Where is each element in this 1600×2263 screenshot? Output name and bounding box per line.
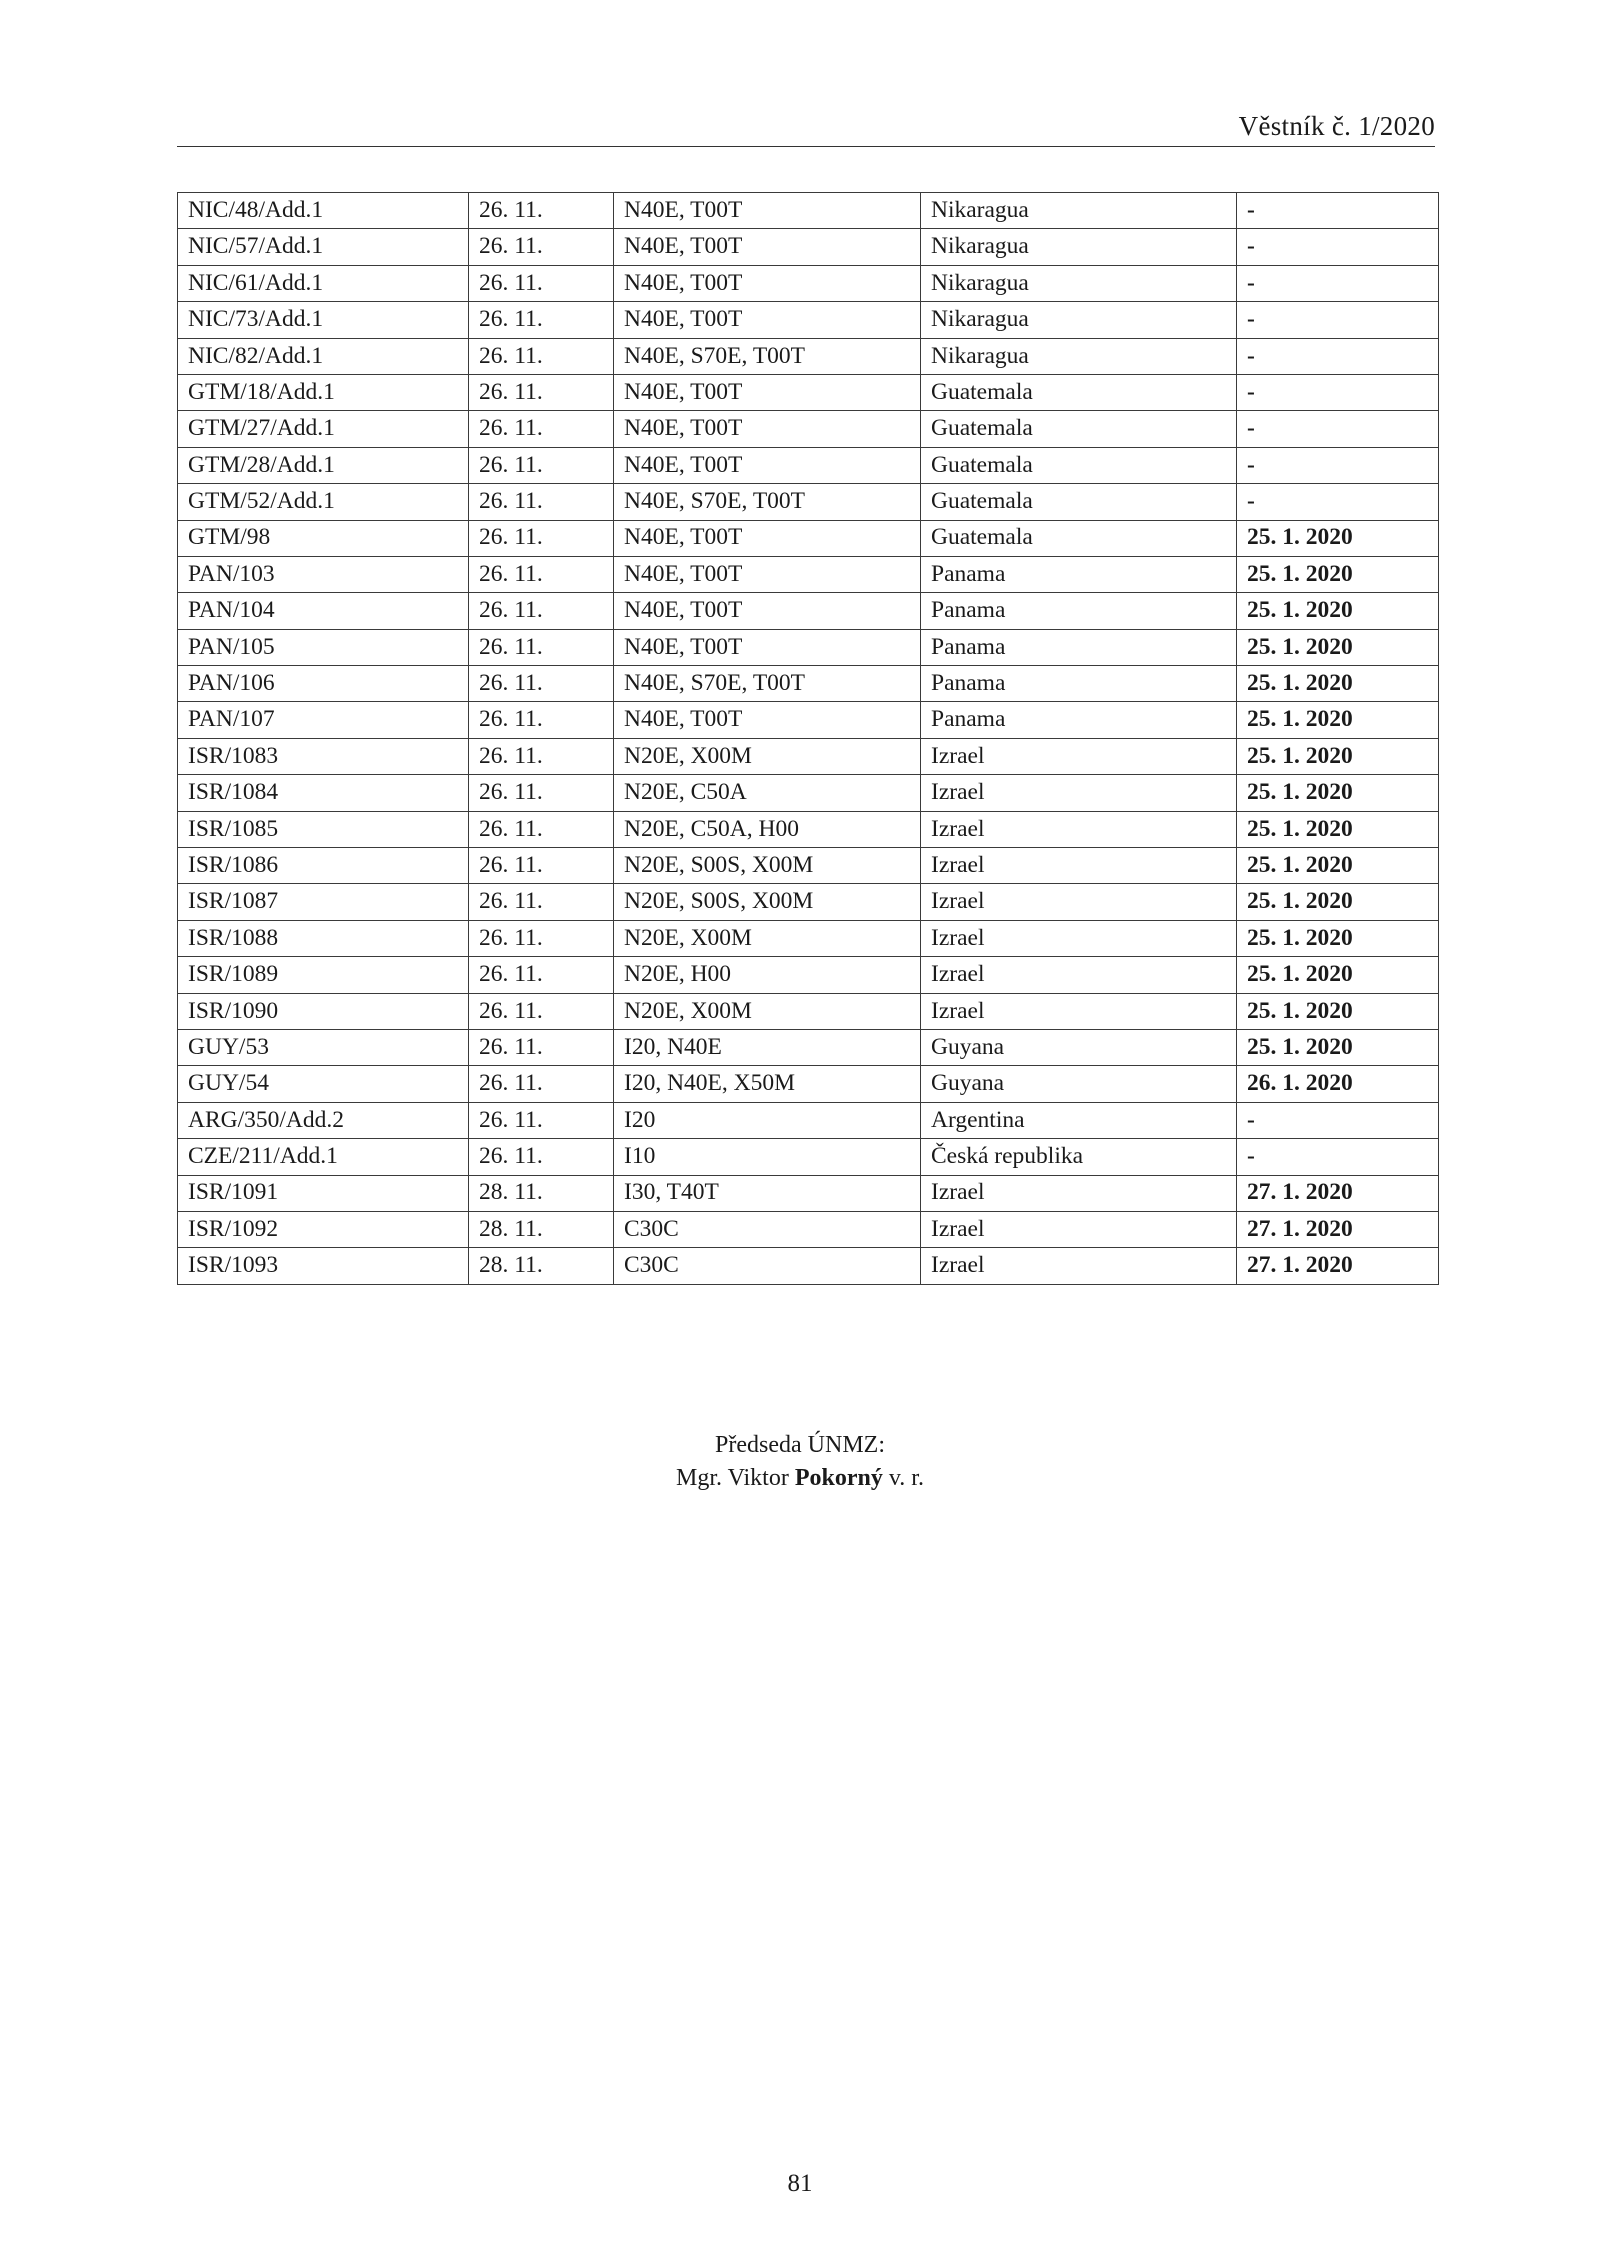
notification-symbol-cell: ISR/1084 — [178, 775, 469, 811]
comment-deadline-cell: 25. 1. 2020 — [1237, 1029, 1439, 1065]
table-row — [178, 1175, 1439, 1211]
product-code-cell: N40E, T00T — [614, 593, 921, 629]
comment-deadline-cell: - — [1237, 265, 1439, 301]
notification-date-cell: 28. 11. — [469, 1175, 614, 1211]
product-code-cell: N40E, T00T — [614, 556, 921, 592]
table-row — [178, 811, 1439, 847]
comment-deadline-cell: 25. 1. 2020 — [1237, 702, 1439, 738]
comment-deadline-cell: - — [1237, 411, 1439, 447]
notification-date-cell: 26. 11. — [469, 811, 614, 847]
table-row — [178, 338, 1439, 374]
notification-symbol-cell: NIC/57/Add.1 — [178, 229, 469, 265]
table-row — [178, 193, 1439, 229]
product-code-cell: N40E, T00T — [614, 265, 921, 301]
comment-deadline-cell: - — [1237, 193, 1439, 229]
product-code-cell: N40E, T00T — [614, 447, 921, 483]
product-code-cell: N40E, T00T — [614, 702, 921, 738]
comment-deadline-cell: - — [1237, 229, 1439, 265]
notification-date-cell: 26. 11. — [469, 993, 614, 1029]
product-code-cell: N40E, S70E, T00T — [614, 666, 921, 702]
notification-symbol-cell: ISR/1085 — [178, 811, 469, 847]
product-code-cell: I20, N40E — [614, 1029, 921, 1065]
country-cell: Česká republika — [921, 1139, 1237, 1175]
notification-date-cell: 26. 11. — [469, 447, 614, 483]
comment-deadline-cell: 25. 1. 2020 — [1237, 775, 1439, 811]
country-cell: Izrael — [921, 1211, 1237, 1247]
notification-date-cell: 26. 11. — [469, 957, 614, 993]
notification-symbol-cell: ISR/1091 — [178, 1175, 469, 1211]
notification-date-cell: 26. 11. — [469, 666, 614, 702]
notification-date-cell: 26. 11. — [469, 338, 614, 374]
country-cell: Izrael — [921, 848, 1237, 884]
product-code-cell: N20E, C50A — [614, 775, 921, 811]
notification-symbol-cell: GTM/52/Add.1 — [178, 484, 469, 520]
product-code-cell: I10 — [614, 1139, 921, 1175]
table-row — [178, 666, 1439, 702]
notification-symbol-cell: CZE/211/Add.1 — [178, 1139, 469, 1175]
comment-deadline-cell: - — [1237, 1139, 1439, 1175]
notification-date-cell: 26. 11. — [469, 1029, 614, 1065]
table-row — [178, 556, 1439, 592]
comment-deadline-cell: 25. 1. 2020 — [1237, 993, 1439, 1029]
notification-symbol-cell: ISR/1089 — [178, 957, 469, 993]
country-cell: Izrael — [921, 775, 1237, 811]
notification-symbol-cell: GUY/53 — [178, 1029, 469, 1065]
notification-date-cell: 26. 11. — [469, 229, 614, 265]
signature-surname: Pokorný — [794, 1465, 883, 1491]
table-row — [178, 1248, 1439, 1284]
table-row — [178, 848, 1439, 884]
product-code-cell: N20E, X00M — [614, 920, 921, 956]
product-code-cell: I20, N40E, X50M — [614, 1066, 921, 1102]
notification-date-cell: 26. 11. — [469, 520, 614, 556]
notification-symbol-cell: ISR/1093 — [178, 1248, 469, 1284]
notifications-table-body — [178, 193, 1439, 1285]
country-cell: Panama — [921, 666, 1237, 702]
page-number: 81 — [787, 2170, 813, 2197]
notification-date-cell: 26. 11. — [469, 702, 614, 738]
table-row — [178, 629, 1439, 665]
product-code-cell: I20 — [614, 1102, 921, 1138]
notification-date-cell: 28. 11. — [469, 1248, 614, 1284]
product-code-cell: C30C — [614, 1211, 921, 1247]
comment-deadline-cell: 25. 1. 2020 — [1237, 738, 1439, 774]
comment-deadline-cell: 27. 1. 2020 — [1237, 1211, 1439, 1247]
country-cell: Guatemala — [921, 484, 1237, 520]
comment-deadline-cell: - — [1237, 484, 1439, 520]
country-cell: Nikaragua — [921, 229, 1237, 265]
notification-date-cell: 26. 11. — [469, 775, 614, 811]
table-row — [178, 1211, 1439, 1247]
journal-title: Věstník č. 1/2020 — [1238, 111, 1435, 141]
notification-symbol-cell: PAN/105 — [178, 629, 469, 665]
comment-deadline-cell: 25. 1. 2020 — [1237, 811, 1439, 847]
table-row — [178, 1029, 1439, 1065]
product-code-cell: N40E, T00T — [614, 374, 921, 410]
notifications-table — [177, 192, 1439, 1285]
notification-symbol-cell: GTM/18/Add.1 — [178, 374, 469, 410]
table-row — [178, 229, 1439, 265]
signature-name-prefix: Mgr. Viktor — [676, 1465, 789, 1491]
comment-deadline-cell: 25. 1. 2020 — [1237, 884, 1439, 920]
country-cell: Argentina — [921, 1102, 1237, 1138]
table-row — [178, 302, 1439, 338]
table-row — [178, 775, 1439, 811]
notification-symbol-cell: NIC/73/Add.1 — [178, 302, 469, 338]
notification-date-cell: 26. 11. — [469, 738, 614, 774]
product-code-cell: N40E, T00T — [614, 229, 921, 265]
country-cell: Guatemala — [921, 447, 1237, 483]
notification-date-cell: 26. 11. — [469, 1066, 614, 1102]
comment-deadline-cell: 25. 1. 2020 — [1237, 666, 1439, 702]
country-cell: Nikaragua — [921, 193, 1237, 229]
comment-deadline-cell: 25. 1. 2020 — [1237, 957, 1439, 993]
product-code-cell: N20E, C50A, H00 — [614, 811, 921, 847]
notification-date-cell: 26. 11. — [469, 302, 614, 338]
signature-name — [0, 1465, 1600, 1492]
product-code-cell: N40E, T00T — [614, 411, 921, 447]
table-row — [178, 884, 1439, 920]
notification-symbol-cell: ISR/1083 — [178, 738, 469, 774]
product-code-cell: N40E, T00T — [614, 629, 921, 665]
comment-deadline-cell: - — [1237, 338, 1439, 374]
table-row — [178, 484, 1439, 520]
notification-symbol-cell: NIC/61/Add.1 — [178, 265, 469, 301]
notification-symbol-cell: NIC/82/Add.1 — [178, 338, 469, 374]
comment-deadline-cell: 25. 1. 2020 — [1237, 848, 1439, 884]
notification-symbol-cell: ISR/1092 — [178, 1211, 469, 1247]
table-row — [178, 920, 1439, 956]
country-cell: Izrael — [921, 1248, 1237, 1284]
table-row — [178, 1066, 1439, 1102]
notification-date-cell: 26. 11. — [469, 193, 614, 229]
product-code-cell: N40E, T00T — [614, 193, 921, 229]
notification-symbol-cell: ISR/1088 — [178, 920, 469, 956]
notification-symbol-cell: GTM/28/Add.1 — [178, 447, 469, 483]
notification-date-cell: 26. 11. — [469, 848, 614, 884]
product-code-cell: N20E, X00M — [614, 738, 921, 774]
product-code-cell: N20E, X00M — [614, 993, 921, 1029]
table-row — [178, 447, 1439, 483]
country-cell: Guyana — [921, 1066, 1237, 1102]
page-header — [177, 108, 1435, 147]
country-cell: Izrael — [921, 920, 1237, 956]
notification-symbol-cell: PAN/106 — [178, 666, 469, 702]
product-code-cell: N20E, S00S, X00M — [614, 848, 921, 884]
notification-date-cell: 26. 11. — [469, 374, 614, 410]
table-row — [178, 1102, 1439, 1138]
comment-deadline-cell: 27. 1. 2020 — [1237, 1248, 1439, 1284]
table-row — [178, 702, 1439, 738]
country-cell: Guatemala — [921, 411, 1237, 447]
table-row — [178, 593, 1439, 629]
notification-date-cell: 26. 11. — [469, 484, 614, 520]
signature-role: Předseda ÚNMZ: — [715, 1432, 885, 1458]
notification-date-cell: 26. 11. — [469, 265, 614, 301]
notification-symbol-cell: PAN/103 — [178, 556, 469, 592]
country-cell: Panama — [921, 593, 1237, 629]
comment-deadline-cell: 25. 1. 2020 — [1237, 920, 1439, 956]
country-cell: Izrael — [921, 1175, 1237, 1211]
table-row — [178, 957, 1439, 993]
country-cell: Nikaragua — [921, 338, 1237, 374]
table-row — [178, 411, 1439, 447]
comment-deadline-cell: 25. 1. 2020 — [1237, 556, 1439, 592]
country-cell: Guatemala — [921, 374, 1237, 410]
country-cell: Panama — [921, 629, 1237, 665]
product-code-cell: N40E, S70E, T00T — [614, 338, 921, 374]
table-row — [178, 520, 1439, 556]
country-cell: Izrael — [921, 738, 1237, 774]
comment-deadline-cell: - — [1237, 447, 1439, 483]
product-code-cell: I30, T40T — [614, 1175, 921, 1211]
comment-deadline-cell: - — [1237, 374, 1439, 410]
product-code-cell: N40E, T00T — [614, 302, 921, 338]
country-cell: Nikaragua — [921, 265, 1237, 301]
comment-deadline-cell: 25. 1. 2020 — [1237, 629, 1439, 665]
comment-deadline-cell: 25. 1. 2020 — [1237, 593, 1439, 629]
country-cell: Panama — [921, 556, 1237, 592]
comment-deadline-cell: 25. 1. 2020 — [1237, 520, 1439, 556]
notification-symbol-cell: NIC/48/Add.1 — [178, 193, 469, 229]
country-cell: Izrael — [921, 884, 1237, 920]
comment-deadline-cell: 27. 1. 2020 — [1237, 1175, 1439, 1211]
notification-symbol-cell: ISR/1087 — [178, 884, 469, 920]
notification-date-cell: 26. 11. — [469, 1139, 614, 1175]
notification-date-cell: 26. 11. — [469, 556, 614, 592]
country-cell: Guatemala — [921, 520, 1237, 556]
country-cell: Nikaragua — [921, 302, 1237, 338]
notification-symbol-cell: GTM/98 — [178, 520, 469, 556]
signature-name-suffix: v. r. — [888, 1465, 924, 1491]
notification-symbol-cell: GTM/27/Add.1 — [178, 411, 469, 447]
notification-symbol-cell: GUY/54 — [178, 1066, 469, 1102]
notification-symbol-cell: PAN/107 — [178, 702, 469, 738]
product-code-cell: N40E, T00T — [614, 520, 921, 556]
notification-date-cell: 26. 11. — [469, 1102, 614, 1138]
product-code-cell: N40E, S70E, T00T — [614, 484, 921, 520]
notification-date-cell: 26. 11. — [469, 884, 614, 920]
country-cell: Guyana — [921, 1029, 1237, 1065]
comment-deadline-cell: - — [1237, 1102, 1439, 1138]
table-row — [178, 738, 1439, 774]
notification-symbol-cell: ARG/350/Add.2 — [178, 1102, 469, 1138]
table-row — [178, 1139, 1439, 1175]
notification-date-cell: 26. 11. — [469, 920, 614, 956]
notification-date-cell: 26. 11. — [469, 629, 614, 665]
country-cell: Panama — [921, 702, 1237, 738]
notification-date-cell: 26. 11. — [469, 411, 614, 447]
table-row — [178, 993, 1439, 1029]
country-cell: Izrael — [921, 957, 1237, 993]
comment-deadline-cell: 26. 1. 2020 — [1237, 1066, 1439, 1102]
product-code-cell: C30C — [614, 1248, 921, 1284]
table-row — [178, 265, 1439, 301]
table-row — [178, 374, 1439, 410]
product-code-cell: N20E, S00S, X00M — [614, 884, 921, 920]
country-cell: Izrael — [921, 811, 1237, 847]
notification-symbol-cell: PAN/104 — [178, 593, 469, 629]
country-cell: Izrael — [921, 993, 1237, 1029]
comment-deadline-cell: - — [1237, 302, 1439, 338]
notification-symbol-cell: ISR/1090 — [178, 993, 469, 1029]
notification-symbol-cell: ISR/1086 — [178, 848, 469, 884]
notification-date-cell: 26. 11. — [469, 593, 614, 629]
product-code-cell: N20E, H00 — [614, 957, 921, 993]
notification-date-cell: 28. 11. — [469, 1211, 614, 1247]
